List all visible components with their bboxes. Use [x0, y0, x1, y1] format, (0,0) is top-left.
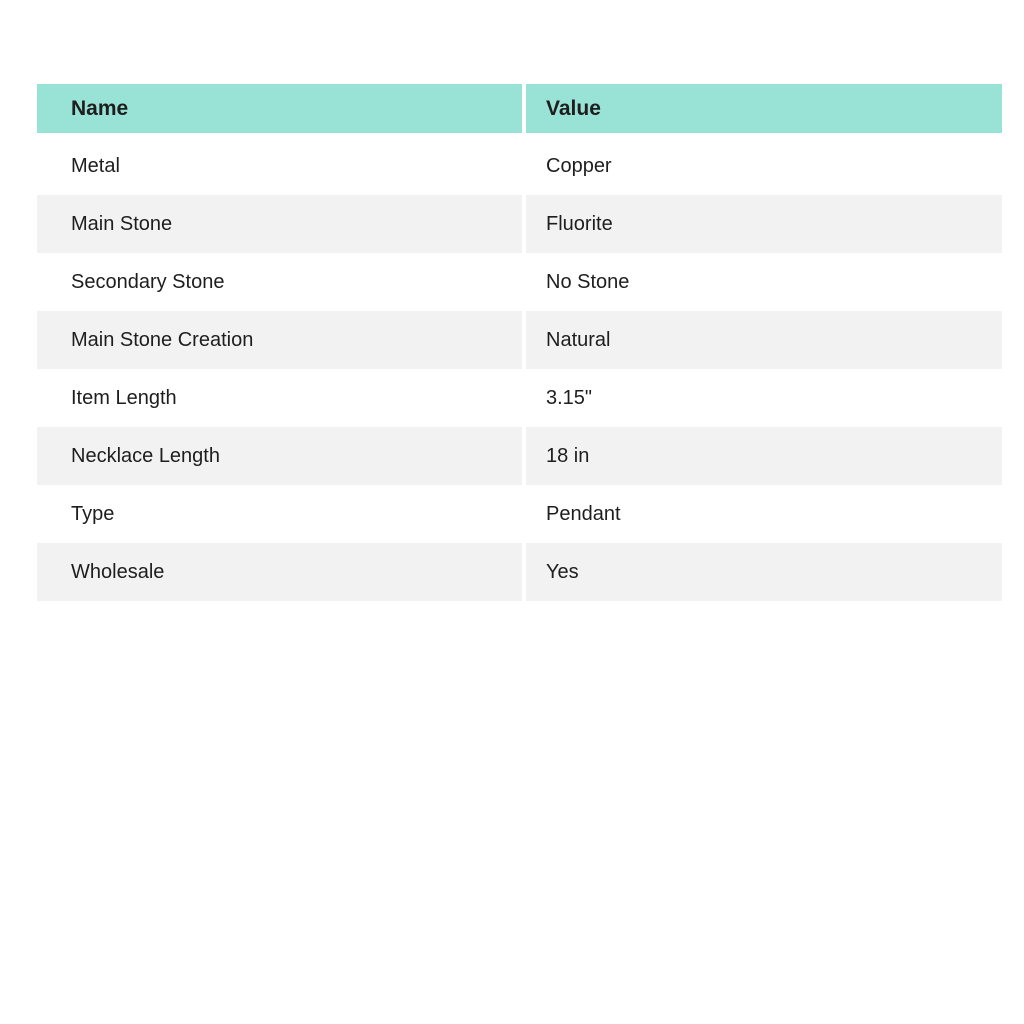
column-header-name: Name — [37, 84, 522, 133]
spec-value-cell: Yes — [526, 543, 1002, 601]
spec-value-cell: Fluorite — [526, 195, 1002, 253]
table-header-row — [37, 84, 1002, 133]
table-row — [37, 195, 1002, 253]
table-row — [37, 137, 1002, 195]
spec-name-cell: Main Stone — [37, 195, 522, 253]
spec-name-cell: Type — [37, 485, 522, 543]
spec-name-cell: Main Stone Creation — [37, 311, 522, 369]
table-row — [37, 485, 1002, 543]
spec-value-cell: Natural — [526, 311, 1002, 369]
column-header-value: Value — [526, 84, 1002, 133]
spec-name-cell: Necklace Length — [37, 427, 522, 485]
spec-value-cell: No Stone — [526, 253, 1002, 311]
table-row — [37, 427, 1002, 485]
spec-value-cell: Copper — [526, 137, 1002, 195]
spec-name-cell: Metal — [37, 137, 522, 195]
table-row — [37, 253, 1002, 311]
table-row — [37, 369, 1002, 427]
product-spec-table — [37, 84, 1002, 601]
spec-value-cell: Pendant — [526, 485, 1002, 543]
spec-name-cell: Item Length — [37, 369, 522, 427]
spec-value-cell: 3.15" — [526, 369, 1002, 427]
spec-value-cell: 18 in — [526, 427, 1002, 485]
table-row — [37, 543, 1002, 601]
spec-name-cell: Secondary Stone — [37, 253, 522, 311]
spec-name-cell: Wholesale — [37, 543, 522, 601]
table-row — [37, 311, 1002, 369]
